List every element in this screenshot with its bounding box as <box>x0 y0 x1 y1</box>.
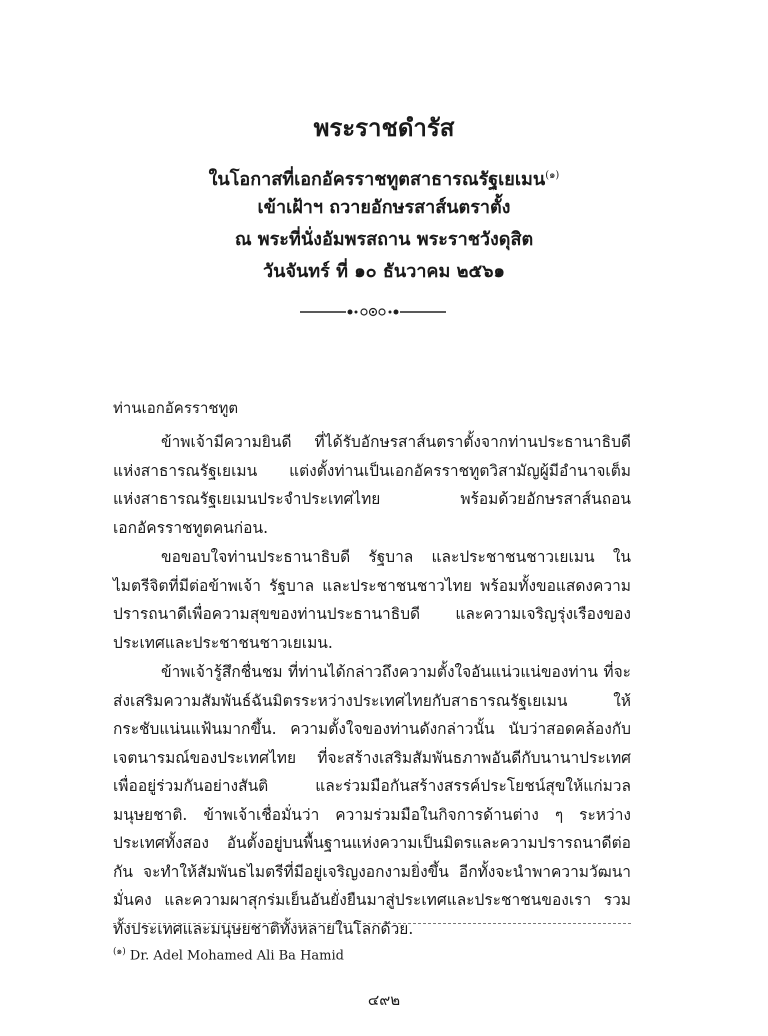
subtitle-line-4: วันจันทร์ ที่ ๑๐ ธันวาคม ๒๕๖๑ <box>263 261 505 282</box>
subtitle-footnote-marker: (๑) <box>545 170 560 181</box>
footnote <box>113 944 344 963</box>
subtitle-line-1-text: ในโอกาสที่เอกอัครราชทูตสาธารณรัฐเยเมน <box>208 169 546 190</box>
ornament-divider-icon <box>300 302 446 322</box>
paragraph-1: ข้าพเจ้ามีความยินดี ที่ได้รับอักษรสาส์นตราตั้งจากท่านประธานาธิบดีแห่งสาธารณรัฐเยเมน แต่งตั้งท่านเป็นเอกอัครราชทูตวิสามัญผู้มีอำนาจเต็มแห่งสาธารณรัฐเยเมนประจำประเทศไทย พร้อมด้วยอักษรสาส์นถอนเอกอัครราชทูตคนก่อน. <box>113 433 631 537</box>
salutation: ท่านเอกอัครราชทูต <box>113 399 239 417</box>
page-number: ๔๙๒ <box>367 991 401 1009</box>
subtitle-line-1 <box>0 160 768 196</box>
footnote-marker: (๑) <box>113 947 126 957</box>
page-title: พระราชดำรัส <box>313 113 455 142</box>
footnote-text: Dr. Adel Mohamed Ali Ba Hamid <box>129 948 344 964</box>
paragraph-2: ขอขอบใจท่านประธานาธิบดี รัฐบาล และประชาชนชาวเยเมน ในไมตรีจิตที่มีต่อข้าพเจ้า รัฐบาล และประชาชนชาวไทย พร้อมทั้งขอแสดงความปรารถนาดีเพื่อความสุขของท่านประธานาธิบดี และความเจริญรุ่งเรืองของประเทศและประชาชนชาวเยเมน. <box>113 548 631 652</box>
paragraph-3: ข้าพเจ้ารู้สึกชื่นชม ที่ท่านได้กล่าวถึงความตั้งใจอันแน่วแน่ของท่าน ที่จะส่งเสริมความสัมพันธ์ฉันมิตรระหว่างประเทศไทยกับสาธารณรัฐเยเมน ให้กระชับแน่นแฟ้นมากขึ้น. ความตั้งใจของท่านดังกล่าวนั้น นับว่าสอดคล้องกับเจตนารมณ์ของประเทศไทย ที่จะสร้างเสริมสัมพันธภาพอันดีกับนานาประเทศ เพื่ออยู่ร่วมกันอย่างสันติ และร่วมมือกันสร้างสรรค์ประโยชน์สุขให้แก่มวลมนุษยชาติ. ข้าพเจ้าเชื่อมั่นว่า ความร่วมมือในกิจการด้านต่าง ๆ ระหว่างประเทศทั้งสอง อันตั้งอยู่บนพื้นฐานแห่งความเป็นมิตรและความปรารถนาดีต่อกัน จะทำให้สัมพันธไมตรีที่มีอยู่เจริญงอกงามยิ่งขึ้น อีกทั้งจะนำพาความวัฒนามั่นคง และความผาสุกร่มเย็นอันยั่งยืนมาสู่ประเทศและประชาชนของเรา รวมทั้งประเทศและมนุษยชาติทั้งหลายในโลกด้วย. <box>113 663 631 938</box>
footnote-divider <box>113 923 631 924</box>
subtitle-line-3: ณ พระที่นั่งอัมพรสถาน พระราชวังดุสิต <box>234 229 534 250</box>
subtitle-line-2: เข้าเฝ้าฯ ถวายอักษรสาส์นตราตั้ง <box>257 197 511 218</box>
